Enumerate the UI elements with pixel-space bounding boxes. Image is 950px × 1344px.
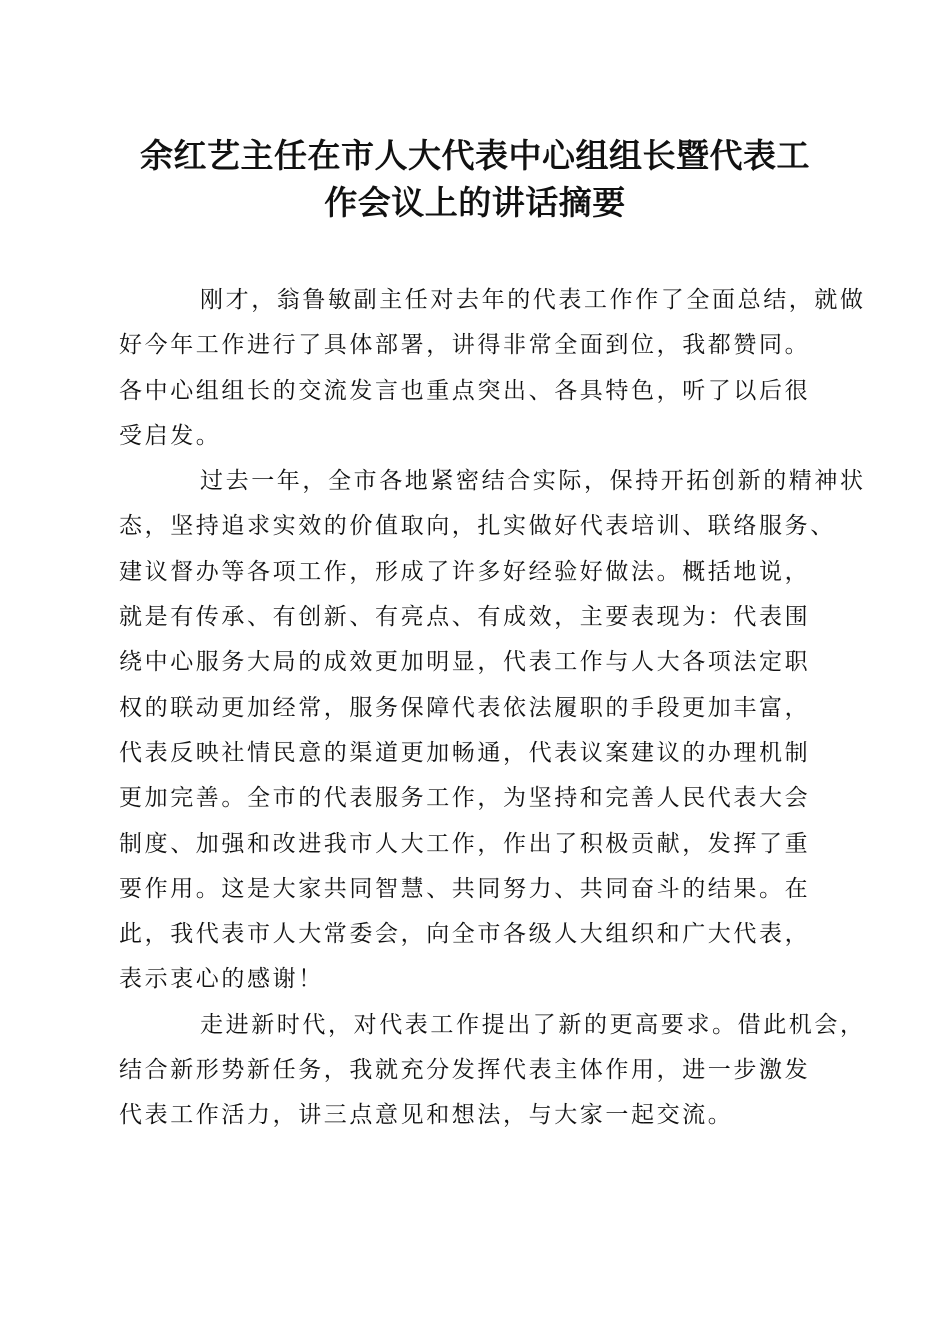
document-body xyxy=(119,278,866,1139)
paragraph-line: 走进新时代，对代表工作提出了新的更高要求。借此机会， xyxy=(200,1011,866,1038)
title-line-2: 作会议上的讲话摘要 xyxy=(324,183,626,222)
paragraph-3 xyxy=(119,1003,866,1139)
paragraph-line: 各中心组组长的交流发言也重点突出、各具特色，听了以后很 xyxy=(119,377,811,404)
paragraph-line: 过去一年，全市各地紧密结合实际，保持开拓创新的精神状 xyxy=(200,468,866,495)
paragraph-line: 结合新形势新任务，我就充分发挥代表主体作用，进一步激发 xyxy=(119,1057,811,1084)
paragraph-line: 好今年工作进行了具体部署，讲得非常全面到位，我都赞同。 xyxy=(119,332,811,359)
paragraph-1 xyxy=(119,278,866,459)
paragraph-line: 刚才，翁鲁敏副主任对去年的代表工作作了全面总结，就做 xyxy=(200,287,866,313)
document-title xyxy=(100,132,850,226)
paragraph-line: 建议督办等各项工作，形成了许多好经验好做法。概括地说， xyxy=(119,558,811,585)
paragraph-line: 代表工作活力，讲三点意见和想法，与大家一起交流。 xyxy=(119,1102,734,1129)
paragraph-line: 态，坚持追求实效的价值取向，扎实做好代表培训、联络服务、 xyxy=(119,513,836,540)
paragraph-line: 要作用。这是大家共同智慧、共同努力、共同奋斗的结果。在 xyxy=(119,875,811,902)
paragraph-line: 权的联动更加经常，服务保障代表依法履职的手段更加丰富， xyxy=(119,694,811,721)
paragraph-line: 更加完善。全市的代表服务工作，为坚持和完善人民代表大会 xyxy=(119,785,811,812)
paragraph-line: 绕中心服务大局的成效更加明显，代表工作与人大各项法定职 xyxy=(119,649,811,676)
title-line-1: 余红艺主任在市人大代表中心组组长暨代表工 xyxy=(140,136,810,175)
paragraph-line: 代表反映社情民意的渠道更加畅通，代表议案建议的办理机制 xyxy=(119,739,811,766)
paragraph-line: 受启发。 xyxy=(119,422,222,449)
paragraph-2 xyxy=(119,459,866,1003)
paragraph-line: 就是有传承、有创新、有亮点、有成效，主要表现为：代表围 xyxy=(119,604,811,631)
paragraph-line: 此，我代表市人大常委会，向全市各级人大组织和广大代表， xyxy=(119,921,811,948)
paragraph-line: 制度、加强和改进我市人大工作，作出了积极贡献，发挥了重 xyxy=(119,830,811,857)
paragraph-line: 表示衷心的感谢！ xyxy=(119,966,324,993)
